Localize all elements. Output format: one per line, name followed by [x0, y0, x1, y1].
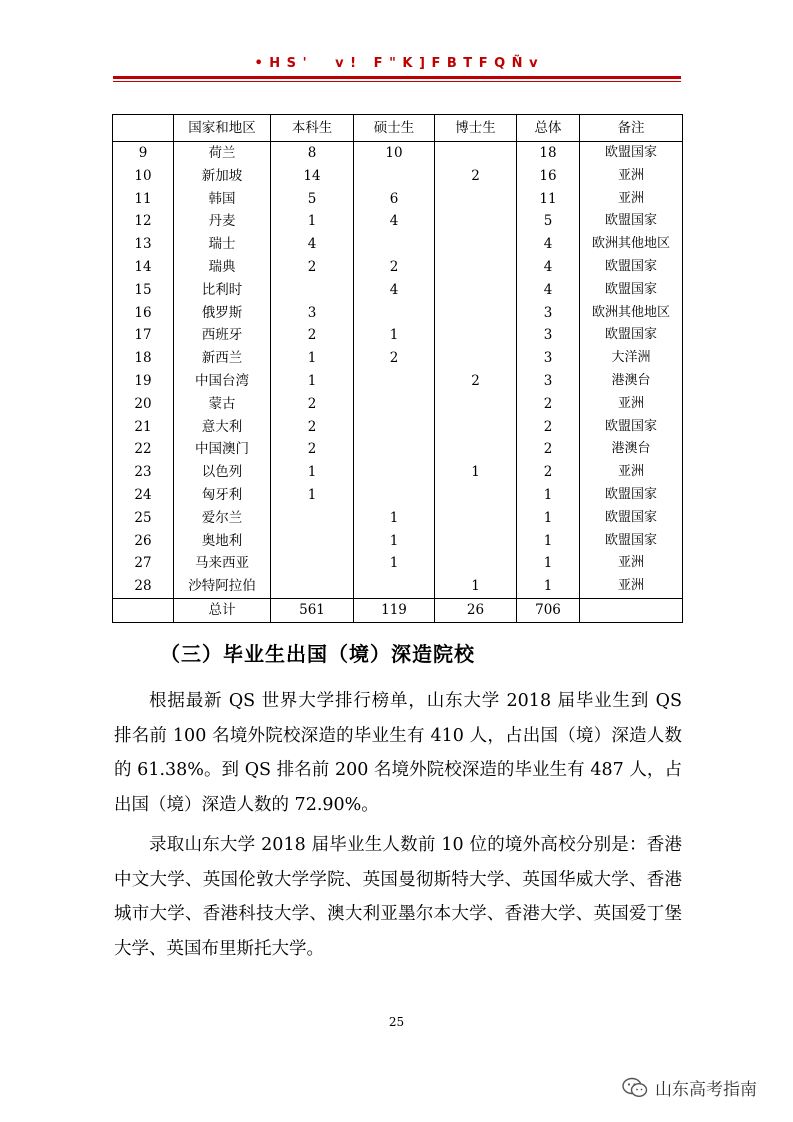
table-row: [113, 552, 683, 575]
table-cell: [435, 393, 517, 416]
table-cell: 瑞典: [174, 256, 271, 279]
table-cell: 561: [271, 598, 354, 622]
column-header: 国家和地区: [174, 115, 271, 142]
table-cell: 2: [271, 416, 354, 439]
table-cell: 10: [113, 165, 174, 188]
table-cell: [113, 598, 174, 622]
table-row: [113, 416, 683, 439]
table-cell: 港澳台: [580, 370, 683, 393]
table-cell: [435, 210, 517, 233]
table-cell: [435, 507, 517, 530]
table-cell: [435, 279, 517, 302]
table-cell: 2: [517, 393, 580, 416]
table-cell: 沙特阿拉伯: [174, 575, 271, 598]
table-cell: 2: [517, 416, 580, 439]
table-row: [113, 142, 683, 165]
table-cell: 1: [271, 347, 354, 370]
table-cell: 1: [517, 507, 580, 530]
table-row: [113, 210, 683, 233]
table-cell: 22: [113, 438, 174, 461]
table-cell: 中国台湾: [174, 370, 271, 393]
table-cell: 12: [113, 210, 174, 233]
table-cell: 1: [517, 530, 580, 553]
table-row: [113, 347, 683, 370]
table-cell: 2: [271, 324, 354, 347]
table-cell: [435, 233, 517, 256]
table-cell: 2: [435, 165, 517, 188]
table-row: [113, 461, 683, 484]
column-header: 总体: [517, 115, 580, 142]
table-row: [113, 438, 683, 461]
table-cell: 6: [354, 188, 435, 211]
column-header: 本科生: [271, 115, 354, 142]
table-cell: 丹麦: [174, 210, 271, 233]
table-row: [113, 188, 683, 211]
table-cell: 2: [271, 256, 354, 279]
watermark: [622, 1075, 757, 1100]
table-cell: 亚洲: [580, 552, 683, 575]
table-cell: 4: [271, 233, 354, 256]
table-cell: 1: [354, 552, 435, 575]
table-cell: 2: [271, 438, 354, 461]
table-total-row: [113, 598, 683, 622]
table-cell: 荷兰: [174, 142, 271, 165]
table-cell: 23: [113, 461, 174, 484]
table-cell: 1: [517, 575, 580, 598]
column-header: 博士生: [435, 115, 517, 142]
table-cell: 新加坡: [174, 165, 271, 188]
table-cell: 3: [517, 347, 580, 370]
table-cell: 706: [517, 598, 580, 622]
table-cell: 瑞士: [174, 233, 271, 256]
table-cell: 韩国: [174, 188, 271, 211]
table-cell: 27: [113, 552, 174, 575]
table-cell: [354, 461, 435, 484]
table-cell: 俄罗斯: [174, 302, 271, 325]
table-cell: 3: [517, 302, 580, 325]
table-cell: 亚洲: [580, 188, 683, 211]
table-cell: 2: [271, 393, 354, 416]
table-cell: [354, 165, 435, 188]
table-cell: 18: [517, 142, 580, 165]
table-cell: [435, 302, 517, 325]
table-cell: 26: [435, 598, 517, 622]
table-row: [113, 484, 683, 507]
table-cell: 欧盟国家: [580, 530, 683, 553]
table-cell: 16: [113, 302, 174, 325]
table-row: [113, 256, 683, 279]
table-row: [113, 302, 683, 325]
table-cell: [435, 324, 517, 347]
table-cell: 1: [517, 552, 580, 575]
table-row: [113, 507, 683, 530]
table-cell: 14: [113, 256, 174, 279]
table-row: [113, 393, 683, 416]
table-cell: 欧盟国家: [580, 507, 683, 530]
table-cell: [271, 552, 354, 575]
table-cell: 1: [354, 530, 435, 553]
table-cell: 欧盟国家: [580, 279, 683, 302]
table-row: [113, 233, 683, 256]
table-cell: 24: [113, 484, 174, 507]
table-row: [113, 165, 683, 188]
table-cell: 9: [113, 142, 174, 165]
table-cell: 蒙古: [174, 393, 271, 416]
table-cell: 10: [354, 142, 435, 165]
table-cell: [354, 416, 435, 439]
country-statistics-table: [112, 114, 683, 623]
page-header: • H S ' v ! F " K ] F B T F Q Ñ v: [254, 56, 539, 71]
table-cell: 1: [435, 575, 517, 598]
table-cell: 1: [271, 370, 354, 393]
table-cell: 欧盟国家: [580, 324, 683, 347]
table-cell: [435, 530, 517, 553]
table-cell: 1: [354, 507, 435, 530]
table-cell: [435, 142, 517, 165]
table-cell: 2: [517, 461, 580, 484]
table-cell: 1: [354, 324, 435, 347]
table-cell: [580, 598, 683, 622]
page-number: 25: [388, 1015, 405, 1029]
table-cell: [435, 438, 517, 461]
table-cell: 西班牙: [174, 324, 271, 347]
table-cell: 119: [354, 598, 435, 622]
table-cell: 15: [113, 279, 174, 302]
table-cell: 4: [517, 256, 580, 279]
table-cell: 16: [517, 165, 580, 188]
table-cell: 亚洲: [580, 461, 683, 484]
table-cell: 5: [517, 210, 580, 233]
table-cell: 26: [113, 530, 174, 553]
table-cell: [354, 438, 435, 461]
table-cell: 欧洲其他地区: [580, 233, 683, 256]
section-title: （三）毕业生出国（境）深造院校: [160, 642, 475, 666]
table-cell: 4: [354, 279, 435, 302]
table-cell: 2: [354, 256, 435, 279]
table-cell: 意大利: [174, 416, 271, 439]
table-cell: 5: [271, 188, 354, 211]
table-cell: 21: [113, 416, 174, 439]
table-cell: 18: [113, 347, 174, 370]
table-cell: 25: [113, 507, 174, 530]
paragraph: 录取山东大学 2018 届毕业生人数前 10 位的境外高校分别是：香港中文大学、英国伦敦大学学院、英国曼彻斯特大学、英国华威大学、香港城市大学、香港科技大学、澳大利亚墨尔本大学、香港大学、英国爱丁堡大学、英国布里斯托大学。: [114, 835, 682, 959]
table-cell: 爱尔兰: [174, 507, 271, 530]
table-cell: [435, 484, 517, 507]
table-cell: 1: [271, 210, 354, 233]
table-cell: 11: [517, 188, 580, 211]
table-cell: 中国澳门: [174, 438, 271, 461]
table-cell: [354, 575, 435, 598]
table-cell: 欧洲其他地区: [580, 302, 683, 325]
table-cell: 3: [271, 302, 354, 325]
table-cell: 欧盟国家: [580, 142, 683, 165]
table-cell: 14: [271, 165, 354, 188]
table-cell: [271, 279, 354, 302]
wechat-icon: [622, 1077, 648, 1099]
table-cell: [354, 393, 435, 416]
table-cell: [435, 552, 517, 575]
table-cell: 4: [517, 279, 580, 302]
header-rule-thick: [113, 76, 681, 79]
table-cell: 新西兰: [174, 347, 271, 370]
table-header-row: [113, 115, 683, 142]
table-cell: [435, 256, 517, 279]
table-cell: 1: [517, 484, 580, 507]
table-cell: 11: [113, 188, 174, 211]
table-cell: 匈牙利: [174, 484, 271, 507]
table-row: [113, 279, 683, 302]
table-cell: [354, 302, 435, 325]
table-row: [113, 575, 683, 598]
table-cell: 19: [113, 370, 174, 393]
paragraph: 根据最新 QS 世界大学排行榜单，山东大学 2018 届毕业生到 QS 排名前 100 名境外院校深造的毕业生有 410 人，占出国（境）深造人数的 61.38%。到 QS 排名前 200 名境外院校深造的毕业生有 487 人，占出国（境）深造人数的 72.90%。: [114, 691, 682, 815]
table-cell: 亚洲: [580, 393, 683, 416]
table-cell: 13: [113, 233, 174, 256]
table-cell: 奥地利: [174, 530, 271, 553]
table-cell: 欧盟国家: [580, 484, 683, 507]
table-cell: 以色列: [174, 461, 271, 484]
table-cell: 2: [354, 347, 435, 370]
table-cell: 欧盟国家: [580, 256, 683, 279]
table-cell: [435, 188, 517, 211]
table-cell: [435, 347, 517, 370]
table-row: [113, 324, 683, 347]
table-cell: 马来西亚: [174, 552, 271, 575]
table-cell: 欧盟国家: [580, 210, 683, 233]
table-cell: 欧盟国家: [580, 416, 683, 439]
table-cell: 亚洲: [580, 575, 683, 598]
table-cell: [354, 484, 435, 507]
table-cell: [271, 507, 354, 530]
table-cell: 总计: [174, 598, 271, 622]
table-cell: 3: [517, 324, 580, 347]
header-rule-thin: [113, 81, 681, 82]
column-header: 硕士生: [354, 115, 435, 142]
table-cell: 2: [517, 438, 580, 461]
table-cell: [271, 530, 354, 553]
table-cell: 20: [113, 393, 174, 416]
table-cell: [354, 233, 435, 256]
table-cell: [271, 575, 354, 598]
table-cell: 大洋洲: [580, 347, 683, 370]
table-row: [113, 370, 683, 393]
table-cell: 港澳台: [580, 438, 683, 461]
table-cell: 1: [435, 461, 517, 484]
watermark-text: 山东高考指南: [655, 1080, 757, 1100]
table-cell: 8: [271, 142, 354, 165]
table-cell: [354, 370, 435, 393]
table-cell: 比利时: [174, 279, 271, 302]
table-cell: 2: [435, 370, 517, 393]
table-cell: 1: [271, 484, 354, 507]
table-cell: 3: [517, 370, 580, 393]
table-cell: 28: [113, 575, 174, 598]
table-cell: 1: [271, 461, 354, 484]
table-cell: 4: [517, 233, 580, 256]
table-cell: 4: [354, 210, 435, 233]
table-row: [113, 530, 683, 553]
table-cell: 亚洲: [580, 165, 683, 188]
table-cell: 17: [113, 324, 174, 347]
column-header: 备注: [580, 115, 683, 142]
column-header: [113, 115, 174, 142]
table-cell: [435, 416, 517, 439]
